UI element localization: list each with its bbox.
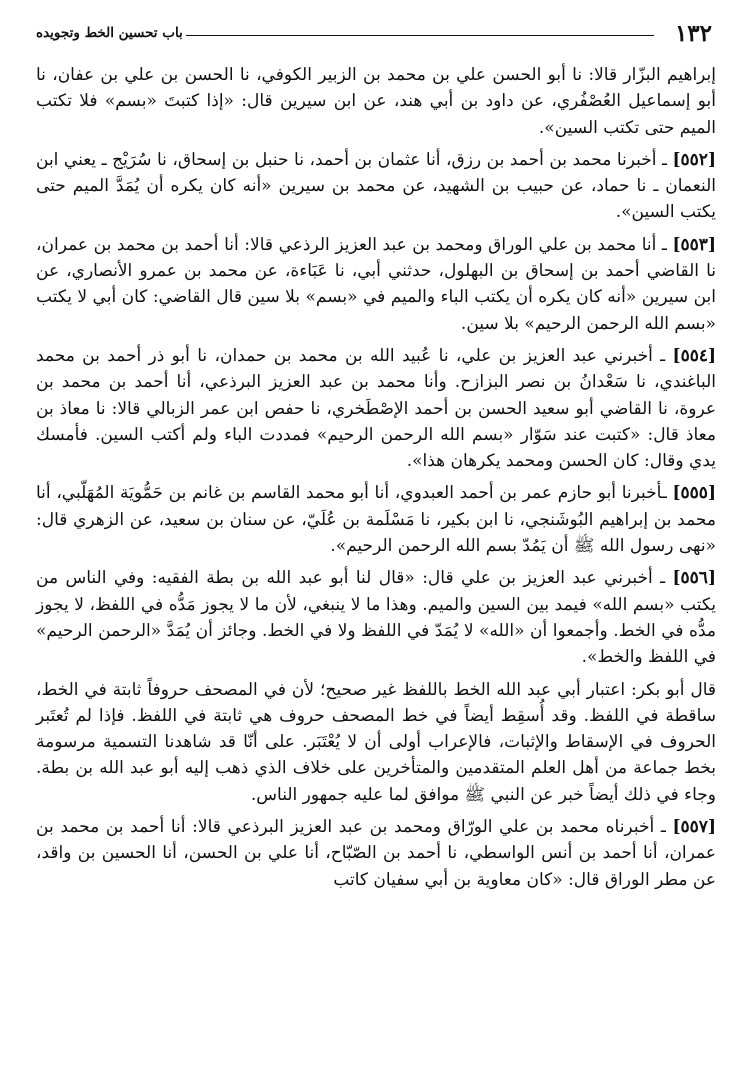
hadith-number: [٥٥٤]: [672, 345, 717, 366]
paragraph-text: ـأخبرنا أبو حازم عمر بن أحمد العبدوي، أنا أبو محمد القاسم بن غانم بن حَمُّويَة المُهَلّبي، أنا محمد بن إبراهيم البُوشَنجي، نا ابن بكير، نا مَسْلَمة بن عُلَيّ، عن سنان بن سعيد، عن الزهري قال: «نهى رسول الله ﷺ أن يَمُدّ بسم الله الرحمن الرحيم».: [36, 483, 716, 557]
paragraph: [36, 480, 716, 559]
paragraph-text: إبراهيم البزّار قالا: نا أبو الحسن علي بن محمد بن الزبير الكوفي، نا الحسن بن علي بن عفان، نا أبو إسماعيل العُصْفُري، عن داود بن أبي هند، عن ابن سيرين قال: «إذا كتبتَ «بسم» فلا تكتب الميم حتى تكتب السين».: [36, 65, 716, 138]
paragraph-text: ـ أنا محمد بن علي الوراق ومحمد بن عبد العزيز الرذعي قالا: أنا أحمد بن محمد بن عمران، نا القاضي أحمد بن إسحاق بن البهلول، حدثني أبي، نا عَبَاءة، عن محمد بن عمرو الأنصاري، عن ابن سيرين «أنه كان يكره أن يكتب الباء والميم في «بسم» بلا سين قال القاضي: كان أبي لا يكتب «بسم الله الرحمن الرحيم» بلا سين.: [36, 234, 716, 334]
paragraph-text: ـ أخبرني عبد العزيز بن علي قال: «قال لنا أبو عبد الله بن بطة الفقيه: وفي الناس من يكتب «بسم الله» فيمد بين السين والميم. وهذا ما لا ينبغي، لأن ما لا يجوز مَدُّه في اللفظ، لا يجوز مدُّه في الخط. وأجمعوا أن «الله» لا يُمَدّ في اللفظ ولا في الخط. وجائز أن يُمَدَّ «الرحمن الرحيم» في اللفظ والخط».: [36, 568, 716, 668]
paragraph-text: ـ أخبرنا محمد بن أحمد بن رزق، أنا عثمان بن أحمد، نا حنبل بن إسحاق، نا سُرَيْج ـ يعني ابن النعمان ـ نا حماد، عن حبيب بن الشهيد، عن محمد بن سيرين «أنه كان يكره أن يُمَدَّ الميم حتى يكتب السين».: [36, 149, 716, 223]
paragraph: [36, 62, 716, 141]
paragraph: [36, 814, 716, 893]
paragraph: [36, 232, 716, 337]
running-header: [36, 22, 712, 48]
header-rule: [186, 35, 654, 36]
hadith-number: [٥٥٧]: [672, 817, 716, 838]
paragraph-text: ـ أخبرني عبد العزيز بن علي، نا عُبيد الله بن محمد بن حمدان، نا أبو ذر أحمد بن محمد الباغندي، نا سَعْدانُ بن نصر البزازح. وأنا محمد بن عبد العزيز البرذعي، أنا أحمد بن محمد بن عروة، نا القاضي أبو سعيد الحسن بن أحمد الإصْطَخري، نا حفص ابن عمر الزبالي قالا: نا معاذ بن معاذ قال: «كتبت عند سَوّار «بسم الله الرحمن الرحيم» فمددت الباء ولم أكتب السين. فأمسك يدي وقال: كان الحسن ومحمد يكرهان هذا».: [36, 345, 716, 472]
page-body: [36, 62, 716, 899]
chapter-title: باب تحسين الخط وتجويده: [36, 25, 183, 41]
hadith-number: [٥٥٣]: [672, 234, 716, 255]
paragraph: [36, 343, 716, 474]
paragraph: [36, 677, 716, 808]
hadith-number: [٥٥٢]: [672, 149, 716, 170]
paragraph-text: قال أبو بكر: اعتبار أبي عبد الله الخط باللفظ غير صحيح؛ لأن في المصحف حروفاً ثابتة في الخط، ساقطة في اللفظ. وقد أُسقِط أيضاً في خط المصحف حروف هي ثابتة في اللفظ. فإذا لم تُعتَبر الحروف في الإسقاط والإثبات، فالإعراب أولى أن لا يُعْتَبَر. على أنّا قد شاهدنا التسمية مرسومة بخط جماعة من أهل العلم المتقدمين والمتأخرين على خلاف الذي ذهب إليه أبو عبد الله بن بطة. وجاء في ذلك أيضاً خبر عن النبي ﷺ موافق لما عليه جمهور الناس.: [36, 679, 716, 805]
paragraph-text: ـ أخبرناه محمد بن علي الورّاق ومحمد بن عبد العزيز البرذعي قالا: أنا أحمد بن محمد بن عمران، أنا أحمد بن أنس الواسطي، نا أحمد بن الصّبّاح، أنا علي بن الحسن، أنا الحسين بن واقد، عن مطر الوراق قال: «كان معاوية بن أبي سفيان كاتب: [36, 817, 716, 890]
paragraph: [36, 147, 716, 226]
hadith-number: [٥٥٥]: [672, 483, 716, 504]
page-number: ١٣٢: [674, 20, 712, 47]
hadith-number: [٥٥٦]: [672, 568, 716, 589]
paragraph: [36, 565, 716, 670]
